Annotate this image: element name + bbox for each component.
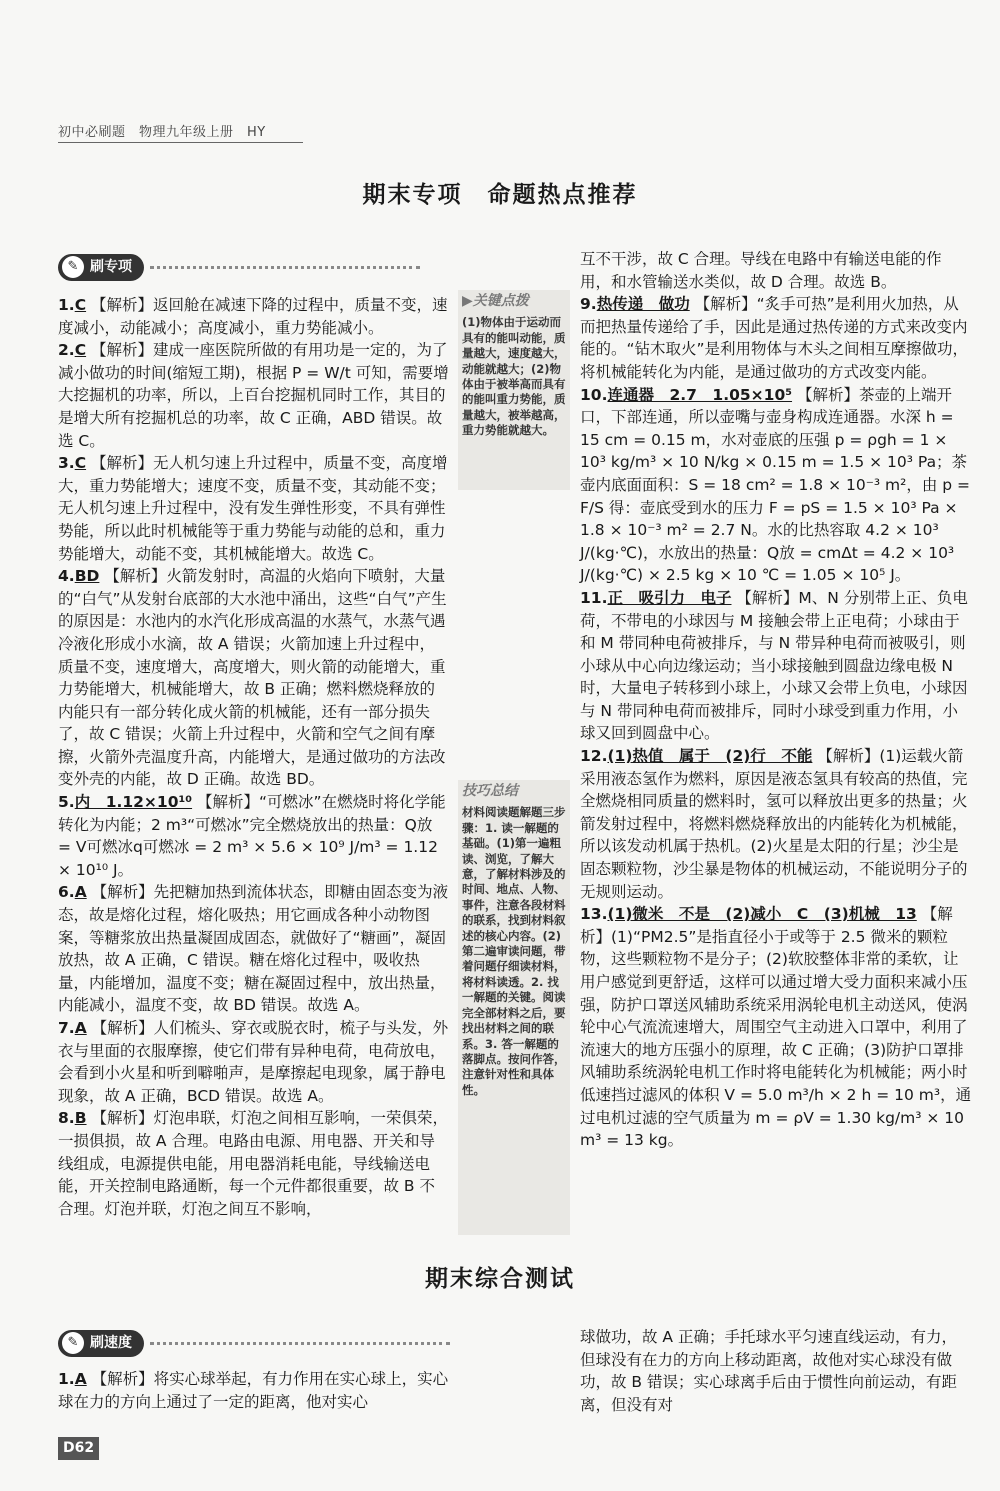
- bottom-left-column: [58, 1368, 450, 1434]
- item-number: 12.: [580, 747, 608, 766]
- item-number: 2.: [58, 341, 75, 360]
- item-text: 【解析】(1)“PM2.5”是指直径小于或等于 2.5 微米的颗粒物，这些颗粒物不是分子；(2)软胶整体非常的柔软，让用户感觉到更舒适，这样可以通过增大受力面积来减小压强，防护口罩送风辅助系统采用涡轮电机主动送风，使涡轮中心气流流速增大，周围空气主动进入口罩中，利用了流速大的地方压强小的原理，故 C 正确；(3)防护口罩排风辅助系统涡轮电机工作时将电能转化为机械能；两小时低速挡过滤风的体积 V = 5.0 m³/h × 2 h = 10 m³，通过电机过滤的空气质量为 m = ρV = 1.30 kg/m³ × 10 m³ = 13 kg。: [580, 905, 972, 1150]
- bottom-right-column: [580, 1326, 972, 1414]
- item-number: 1.: [58, 296, 75, 314]
- section-title-2: 期末综合测试: [425, 1266, 575, 1292]
- header-rule: [58, 142, 303, 143]
- section-title: 期末专项 命题热点推荐: [362, 182, 638, 208]
- answer-item: [58, 1107, 450, 1220]
- item-text: 【解析】无人机匀速上升过程中，质量不变，高度增大，重力势能增大；速度不变，质量不变，其动能不变；无人机匀速上升过程中，没有发生弹性形变，不具有弹性势能，所以此时机械能等于重力势能与动能的总和，重力势能增大，动能不变，其机械能增大。故选 C。: [58, 454, 448, 563]
- answer-item: [580, 384, 972, 587]
- item-answer: A: [74, 1019, 87, 1037]
- item-number: 9.: [580, 295, 597, 314]
- item-answer: (1)热值 属于 (2)行 不能: [607, 747, 813, 766]
- answer-item: [58, 1368, 450, 1413]
- answer-item: [58, 294, 450, 339]
- item-number: 7.: [58, 1019, 75, 1037]
- dotted-divider: [150, 1342, 450, 1345]
- answer-item: [58, 1017, 450, 1107]
- item-number: 1.: [58, 1370, 75, 1388]
- item-text: 【解析】先把糖加热到流体状态，即糖由固态变为液态，故是熔化过程，熔化吸热；用它画成各种小动物图案，等糖浆放出热量凝固成固态，就做好了“糖画”，凝固放热，故 A 正确，C 错误。糖在熔化过程中，吸收热量，内能增加，温度不变；糖在凝固过程中，放出热量，内能减小，温度不变，故 BD 错误。故选 A。: [58, 883, 449, 1015]
- item-text: 【解析】“可燃冰”在燃烧时将化学能转化为内能；2 m³“可燃冰”完全燃烧放出的热量：Q放 = V可燃冰q可燃冰 = 2 m³ × 5.6 × 10⁹ J/m³ = 1.12 × 10¹⁰ J。: [58, 793, 446, 879]
- section-badge: [58, 254, 420, 281]
- item-text: 【解析】人们梳头、穿衣或脱衣时，梳子与头发，外衣与里面的衣服摩擦，使它们带有异种电荷，电荷放电，会看到小火星和听到噼啪声，是摩擦起电现象，属于静电现象，故 A 正确，BCD 错误。故选 A。: [58, 1019, 449, 1105]
- answer-item: [580, 248, 972, 293]
- item-text: 【解析】“炙手可热”是利用火加热，从而把热量传递给了手，因此是通过热传递的方式来改变内能的。“钻木取火”是利用物体与木头之间相互摩擦做功，将机械能转化为内能，是通过做功的方式改变内能。: [580, 295, 969, 381]
- dotted-divider: [150, 266, 420, 269]
- item-number: 10.: [580, 385, 608, 404]
- running-header: 初中必刷题 物理九年级上册 HY: [58, 125, 266, 140]
- item-number: 5.: [58, 793, 75, 812]
- answer-item: [58, 791, 450, 881]
- answer-item: [580, 587, 972, 745]
- brush-icon: ✎: [62, 1332, 84, 1354]
- item-answer: A: [74, 1370, 87, 1388]
- item-answer: 连通器 2.7 1.05×10⁵: [607, 385, 793, 404]
- badge-label: 刷速度: [90, 1335, 132, 1351]
- item-text: 【解析】灯泡串联，灯泡之间相互影响，一荣俱荣，一损俱损，故 A 合理。电路由电源、用电器、开关和导线组成，电源提供电能，用电器消耗电能，导线输送电能，开关控制电路通断，每一个元件都很重要，故 B 不合理。灯泡并联，灯泡之间互不影响，: [58, 1109, 448, 1218]
- answer-item: [58, 881, 450, 1017]
- item-number: 6.: [58, 883, 75, 902]
- item-text: 【解析】茶壶的上端开口，下部连通，所以壶嘴与壶身构成连通器。水深 h = 15 cm = 0.15 m，水对壶底的压强 p = ρgh = 1 × 10³ kg/m³ × 10 N/kg × 0.15 m = 1.5 × 10³ Pa；茶壶内底面面积：S = 18 cm² = 1.8 × 10⁻³ m²，由 p = F/S 得：壶底受到水的压力 F = pS = 1.5 × 10³ Pa × 1.8 × 10⁻³ m² = 2.7 N。水的比热容取 4.2 × 10³ J/(kg·℃)，水放出的热量：Q放 = cmΔt = 4.2 × 10³ J/(kg·℃) × 2.5 kg × 10 ℃ = 1.05 × 10⁵ J。: [580, 385, 971, 585]
- item-answer: A: [74, 883, 87, 902]
- item-text: 【解析】(1)运载火箭采用液态氢作为燃料，原因是液态氢具有较高的热值，完全燃烧相同质量的燃料时，氢可以释放出更多的热量；火箭发射过程中，将燃料燃烧释放出的内能转化为机械能，所以该发动机属于热机。(2)火星是太阳的行星；沙尘是固态颗粒物，沙尘暴是物体的机械运动，不能说明分子的无规则运动。: [580, 747, 968, 901]
- item-text: 【解析】将实心球举起，有力作用在实心球上，实心球在力的方向上通过了一定的距离，他对实心: [58, 1370, 449, 1411]
- section-badge-2: [58, 1330, 450, 1357]
- badge-label: 刷专项: [90, 259, 132, 275]
- tip-box-skills: [458, 780, 570, 1235]
- tip-box-key-points: [458, 290, 570, 490]
- tip-text: (1)物体由于运动而具有的能叫动能，质量越大，速度越大，动能就越大；(2)物体由于被举高而具有的能叫重力势能，质量越大，被举越高，重力势能就越大。: [462, 315, 566, 438]
- left-column: [58, 294, 450, 1244]
- answer-item: [58, 565, 450, 791]
- answer-item: 球做功，故 A 正确；手托球水平匀速直线运动，有力，但球没有在力的方向上移动距离，故他对实心球没有做功，故 B 错误；实心球离手后由于惯性向前运动，有距离，但没有对: [580, 1328, 957, 1414]
- item-answer: 正 吸引力 电子: [607, 588, 732, 607]
- item-number: 4.: [58, 567, 75, 586]
- item-number: 13.: [580, 905, 608, 924]
- right-column: [580, 248, 972, 1238]
- brush-icon: ✎: [62, 256, 84, 278]
- item-text: 【解析】返回舱在减速下降的过程中，质量不变，速度减小，动能减小；高度减小，重力势能减小。: [58, 296, 448, 337]
- tip-heading: ▶关键点拨: [462, 293, 529, 309]
- item-answer: B: [74, 1109, 87, 1128]
- item-answer: BD: [74, 567, 100, 586]
- item-answer: C: [74, 296, 87, 314]
- answer-item: [580, 745, 972, 903]
- tip-heading: 技巧总结: [462, 783, 518, 799]
- page-number: D62: [58, 1437, 99, 1460]
- answer-item: [580, 903, 972, 1152]
- item-number: 11.: [580, 588, 608, 607]
- tip-text: 材料阅读题解题三步骤：1. 读一解题的基础。(1)第一遍粗读、浏览，了解大意，了解材料涉及的时间、地点、人物、事件，注意各段材料的联系，找到材料叙述的核心内容。(2)第二遍审读问题，带着问题仔细读材料，将材料读透。2. 找一解题的关键。阅读完全部材料之后，要找出材料之间的联系。3. 答一解题的落脚点。按问作答，注意针对性和具体性。: [462, 805, 566, 1097]
- item-text: 【解析】M、N 分别带上正、负电荷，不带电的小球因与 M 接触会带上正电荷；小球由于和 M 带同种电荷被排斥，与 N 带异种电荷而被吸引，则小球从中心向边缘运动；当小球接触到圆盘边缘电极 N 时，大量电子转移到小球上，小球又会带上负电，小球因与 N 带同种电荷而被排斥，同时小球受到重力作用，小球又回到圆盘中心。: [580, 588, 968, 743]
- item-text: 【解析】建成一座医院所做的有用功是一定的，为了减小做功的时间(缩短工期)，根据 P = W/t 可知，需要增大挖掘机的功率，所以，上百台挖掘机同时工作，其目的是增大所有挖掘机总的功率，故 C 正确，ABD 错误。故选 C。: [58, 341, 449, 450]
- answer-item: [58, 452, 450, 565]
- item-number: 3.: [58, 454, 75, 473]
- item-answer: C: [74, 454, 87, 473]
- answer-item: [580, 293, 972, 383]
- item-text: 互不干涉，故 C 合理。导线在电路中有输送电能的作用，和水管输送水类似，故 D 合理。故选 B。: [580, 250, 942, 291]
- item-answer: (1)微米 不是 (2)减小 C (3)机械 13: [607, 905, 917, 924]
- answer-item: [58, 339, 450, 452]
- item-text: 【解析】火箭发射时，高温的火焰向下喷射，大量的“白气”从发射台底部的大水池中涌出，这些“白气”产生的原因是：水池内的水汽化形成高温的水蒸气，水蒸气遇冷液化形成小水滴，故 A 错误；火箭加速上升过程中，质量不变，速度增大，高度增大，则火箭的动能增大，重力势能增大，机械能增大，故 B 正确；燃料燃烧释放的内能只有一部分转化成火箭的机械能，还有一部分损失了，故 C 错误；火箭上升过程中，火箭和空气之间有摩擦，火箭外壳温度升高，内能增大，是通过做功的方法改变外壳的内能，故 D 正确。故选 BD。: [58, 567, 447, 789]
- item-answer: 内 1.12×10¹⁰: [74, 793, 193, 812]
- item-answer: 热传递 做功: [596, 295, 690, 314]
- item-answer: C: [74, 341, 87, 360]
- item-number: 8.: [58, 1109, 75, 1128]
